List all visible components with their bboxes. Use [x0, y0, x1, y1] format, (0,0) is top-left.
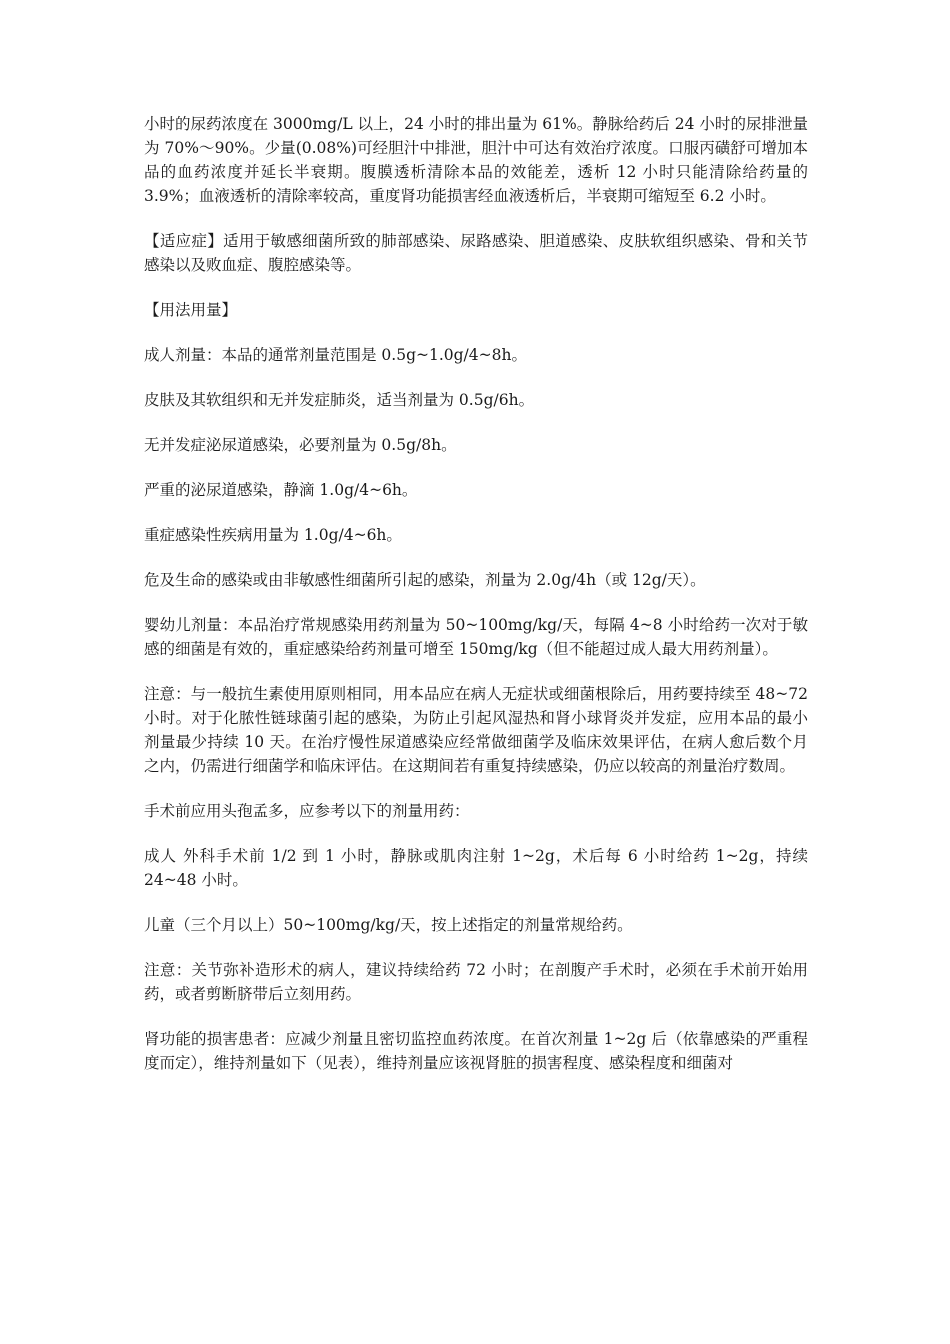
paragraph-note-duration: 注意：与一般抗生素使用原则相同，用本品应在病人无症状或细菌根除后，用药要持续至 48~72 小时。对于化脓性链球菌引起的感染，为防止引起风湿热和肾小球肾炎并发症，应用本品的最小剂量最少持续 10 天。在治疗慢性尿道感染应经常做细菌学及临床效果评估，在病人愈后数个月之内，仍需进行细菌学和临床评估。在这期间若有重复持续感染，仍应以较高的剂量治疗数周。: [144, 685, 808, 775]
paragraph-pharmacokinetics: 小时的尿药浓度在 3000mg/L 以上，24 小时的排出量为 61%。静脉给药后 24 小时的尿排泄量为 70%～90%。少量(0.08%)可经胆汁中排泄，胆汁中可达有效治疗浓度。口服丙磺舒可增加本品的血药浓度并延长半衰期。腹膜透析清除本品的效能差，透析 12 小时只能清除给药量的 3.9%；血液透析的清除率较高，重度肾功能损害经血液透析后，半衰期可缩短至 6.2 小时。: [144, 115, 808, 205]
paragraph-infant-dose: 婴幼儿剂量：本品治疗常规感染用药剂量为 50~100mg/kg/天，每隔 4~8 小时给药一次对于敏感的细菌是有效的，重症感染给药剂量可增至 150mg/kg（但不能超过成人最大用药剂量）。: [144, 616, 808, 658]
paragraph-life-threatening-dose: 危及生命的感染或由非敏感性细菌所引起的感染，剂量为 2.0g/4h（或 12g/天）。: [144, 571, 706, 589]
paragraph-severe-uti-dose: 严重的泌尿道感染，静滴 1.0g/4~6h。: [144, 481, 418, 499]
paragraph-skin-pneumonia-dose: 皮肤及其软组织和无并发症肺炎，适当剂量为 0.5g/6h。: [144, 391, 535, 409]
paragraph-indications: 【适应症】适用于敏感细菌所致的肺部感染、尿路感染、胆道感染、皮肤软组织感染、骨和关节感染以及败血症、腹腔感染等。: [144, 232, 808, 274]
paragraph-adult-dose: 成人剂量：本品的通常剂量范围是 0.5g~1.0g/4~8h。: [144, 346, 527, 364]
paragraph-severe-infection-dose: 重症感染性疾病用量为 1.0g/4~6h。: [144, 526, 402, 544]
paragraph-uti-dose: 无并发症泌尿道感染，必要剂量为 0.5g/8h。: [144, 436, 457, 454]
document-page: [144, 112, 808, 1096]
paragraph-child-surgery: 儿童（三个月以上）50~100mg/kg/天，按上述指定的剂量常规给药。: [144, 916, 633, 934]
paragraph-preoperative-intro: 手术前应用头孢孟多，应参考以下的剂量用药：: [144, 802, 470, 820]
paragraph-note-arthroplasty: 注意：关节弥补造形术的病人，建议持续给药 72 小时；在剖腹产手术时，必须在手术前开始用药，或者剪断脐带后立刻用药。: [144, 961, 808, 1003]
paragraph-adult-surgery: 成人 外科手术前 1/2 到 1 小时，静脉或肌肉注射 1~2g，术后每 6 小时给药 1~2g，持续 24~48 小时。: [144, 847, 808, 889]
paragraph-renal-impairment: 肾功能的损害患者：应减少剂量且密切监控血药浓度。在首次剂量 1~2g 后（依靠感染的严重程度而定），维持剂量如下（见表），维持剂量应该视肾脏的损害程度、感染程度和细菌对: [144, 1030, 808, 1072]
section-heading-dosage: 【用法用量】: [144, 301, 238, 319]
